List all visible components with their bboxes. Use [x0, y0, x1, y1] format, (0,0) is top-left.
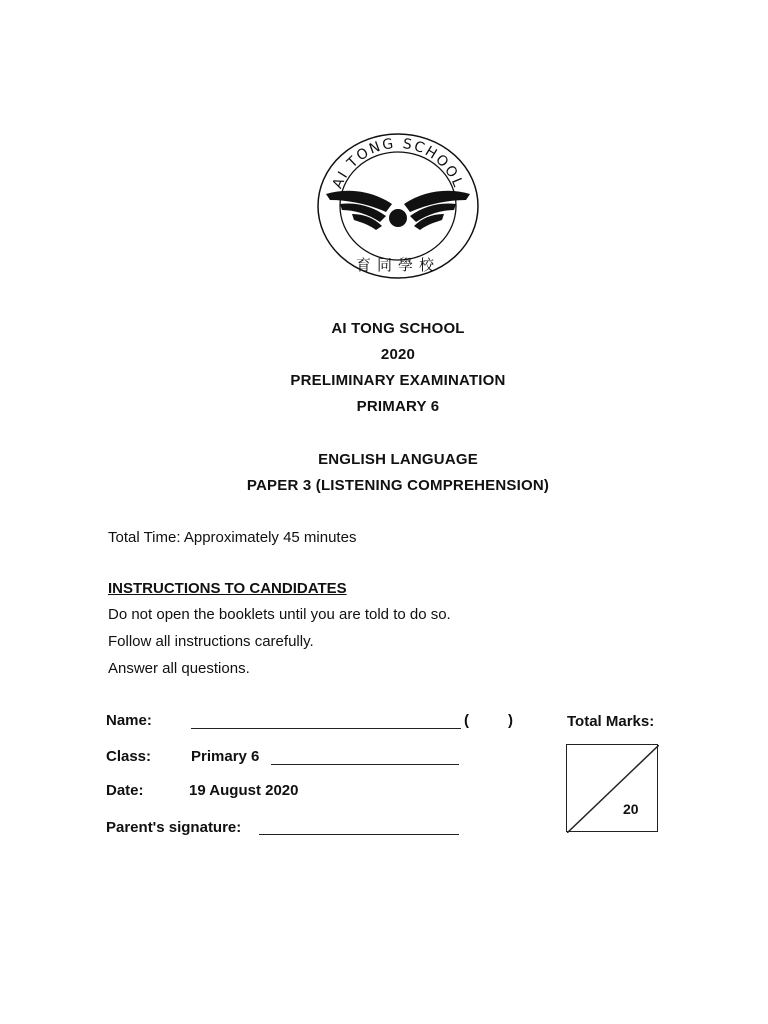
register-number-open: (: [464, 712, 469, 729]
total-marks-label: Total Marks:: [567, 713, 655, 730]
register-number-close: ): [508, 712, 513, 729]
crest-chinese-text: 育同學校: [355, 256, 441, 274]
instruction-item: Answer all questions.: [108, 660, 250, 677]
exam-title: PRELIMINARY EXAMINATION: [290, 372, 506, 389]
svg-text:AI TONG SCHOOL: [330, 136, 467, 191]
exam-level: PRIMARY 6: [356, 398, 440, 415]
winged-emblem-icon: [326, 191, 470, 230]
subject-title: ENGLISH LANGUAGE: [318, 451, 478, 468]
school-name: AI TONG SCHOOL: [331, 320, 465, 337]
instruction-item: Follow all instructions carefully.: [108, 633, 314, 650]
school-crest: [316, 130, 480, 280]
instruction-item: Do not open the booklets until you are told to do so.: [108, 606, 451, 623]
total-marks-box[interactable]: [566, 744, 658, 832]
name-field[interactable]: [191, 728, 461, 729]
class-field[interactable]: [271, 764, 459, 765]
total-marks-value: 20: [623, 801, 639, 817]
crest-ring-text: AI TONG SCHOOL: [329, 135, 467, 192]
class-value: Primary 6: [191, 748, 260, 765]
name-label: Name:: [106, 712, 152, 729]
signature-field[interactable]: [259, 834, 459, 835]
marks-diagonal: [567, 745, 659, 833]
signature-label: Parent's signature:: [106, 819, 242, 836]
date-value: 19 August 2020: [189, 782, 299, 799]
total-time: Total Time: Approximately 45 minutes: [108, 529, 357, 546]
paper-title: PAPER 3 (LISTENING COMPREHENSION): [246, 477, 550, 494]
instructions-title: INSTRUCTIONS TO CANDIDATES: [108, 580, 347, 597]
date-label: Date:: [106, 782, 144, 799]
exam-year: 2020: [380, 346, 416, 363]
class-label: Class:: [106, 748, 152, 765]
